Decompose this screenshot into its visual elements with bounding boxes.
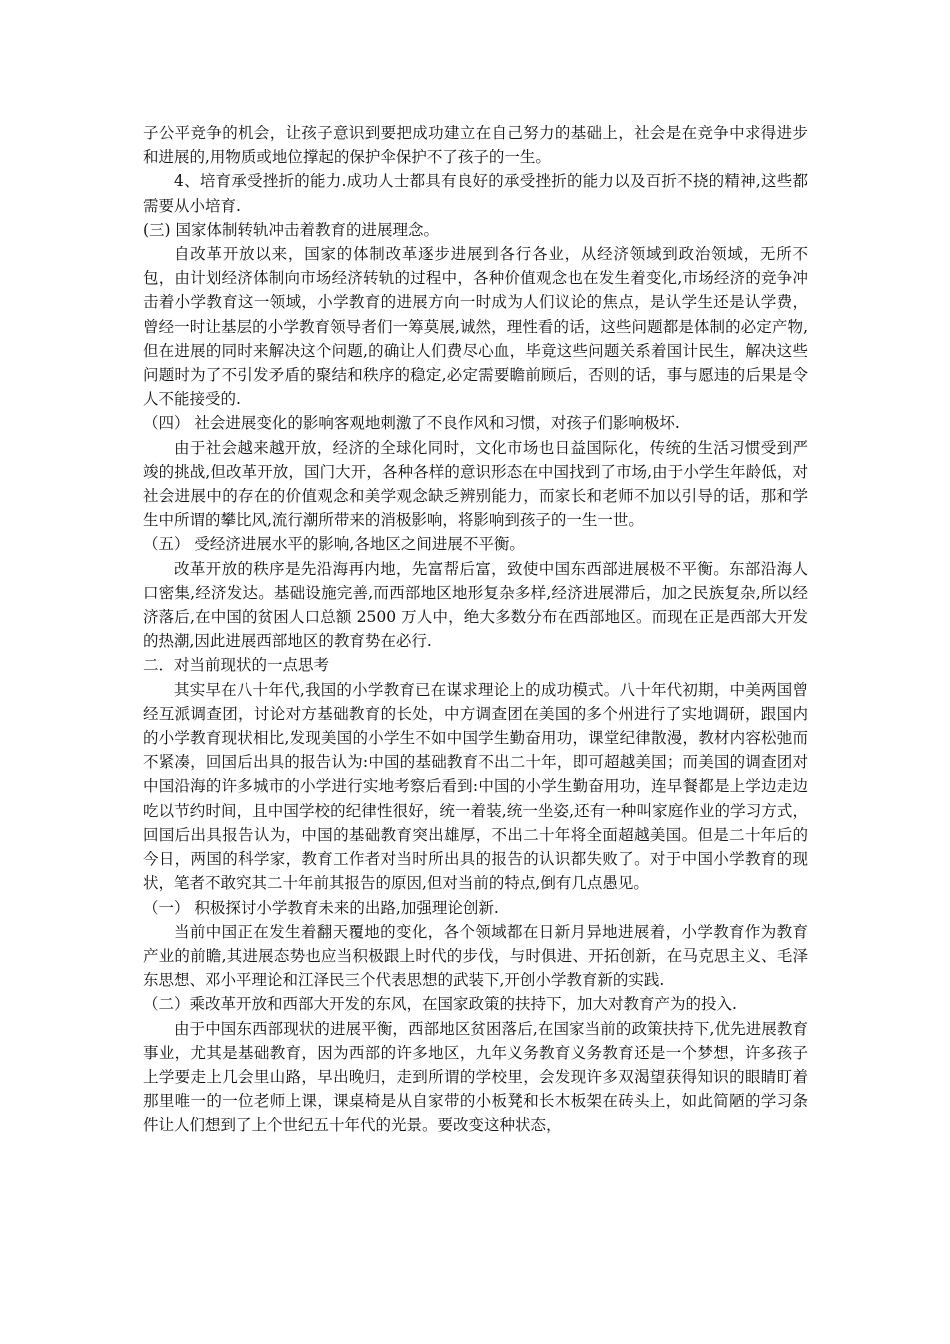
subsection-heading-2: （二）乘改革开放和西部大开发的东风，在国家政策的扶持下，加大对教育产为的投入. <box>143 995 737 1014</box>
paragraph: 其实早在八十年代,我国的小学教育已在谋求理论上的成功模式。八十年代初期，中美两国曾经互派调查团，讨论对方基础教育的长处，中方调查团在美国的多个州进行了实地调研，跟国内的小学教育现状相比,发现美国的小学生不如中国学生勤奋用功，课堂纪律散漫，教材内容松弛而不紧凑，回国后出具的报告认为:中国的基础教育不出二十年，即可超越美国；而美国的调查团对中国沿海的许多城市的小学进行实地考察后看到:中国的小学生勤奋用功，连早餐都是上学边走边吃以节约时间，且中国学校的纪律性很好，统一着装,统一坐姿,还有一种叫家庭作业的学习方式，回国后出具报告认为，中国的基础教育突出雄厚，不出二十年将全面超越美国。但是二十年后的今日，两国的科学家，教育工作者对当时所出具的报告的认识都失败了。对于中国小学教育的现状，笔者不敢究其二十年前其报告的原因,但对当前的特点,倒有几点愚见。 <box>143 680 808 893</box>
chapter-heading-2: 二．对当前现状的一点思考 <box>143 656 330 675</box>
paragraph-point-4: 4、培育承受挫折的能力.成功人士都具有良好的承受挫折的能力以及百折不挠的精神,这些都需要从小培育. <box>143 172 808 215</box>
section-heading-5: （五） 受经济进展水平的影响,各地区之间进展不平衡。 <box>143 535 525 554</box>
paragraph: 当前中国正在发生着翻天覆地的变化，各个领域都在日新月异地进展着，小学教育作为教育产业的前瞻,其进展态势也应当积极跟上时代的步伐，与时俱进、开拓创新，在马克思主义、毛泽东思想、邓小平理论和江泽民三个代表思想的武装下,开创小学教育新的实践. <box>143 922 808 990</box>
section-heading-3: (三) 国家体制转轨冲击着教育的进展理念。 <box>143 220 440 239</box>
document-body <box>143 121 808 1138</box>
paragraph: 由于社会越来越开放，经济的全球化同时，文化市场也日益国际化，传统的生活习惯受到严竣的挑战,但改革开放，国门大开，各种各样的意识形态在中国找到了市场,由于小学生年龄低，对社会进展中的存在的价值观念和美学观念缺乏辨别能力，而家长和老师不加以引导的话，那和学生中所谓的攀比风,流行潮所带来的消极影响，将影响到孩子的一生一世。 <box>143 438 808 530</box>
paragraph-continued: 子公平竞争的机会，让孩子意识到要把成功建立在自己努力的基础上，社会是在竞争中求得进步和进展的,用物质或地位撑起的保护伞保护不了孩子的一生。 <box>143 124 808 167</box>
paragraph: 由于中国东西部现状的进展平衡，西部地区贫困落后,在国家当前的政策扶持下,优先进展教育事业，尤其是基础教育，因为西部的许多地区，九年义务教育义务教育还是一个梦想，许多孩子上学要走上几会里山路，早出晚归，走到所谓的学校里，会发现许多双渴望获得知识的眼睛盯着那里唯一的一位老师上课，课桌椅是从自家带的小板凳和长木板架在砖头上，如此简陋的学习条件让人们想到了上个世纪五十年代的光景。要改变这种状态， <box>143 1019 808 1135</box>
paragraph: 自改革开放以来，国家的体制改革逐步进展到各行各业，从经济领域到政治领域，无所不包，由计划经济体制向市场经济转轨的过程中，各种价值观念也在发生着变化,市场经济的竞争冲击着小学教育这一领域，小学教育的进展方向一时成为人们议论的焦点，是认学生还是认学费，曾经一时让基层的小学教育领导者们一筹莫展,诚然，理性看的话，这些问题都是体制的必定产物,但在进展的同时来解决这个问题,的确让人们费尽心血，毕竟这些问题关系着国计民生，解决这些问题时为了不引发矛盾的聚结和秩序的稳定,必定需要瞻前顾后，否则的话，事与愿违的后果是令人不能接受的. <box>143 245 808 409</box>
section-heading-4: （四） 社会进展变化的影响客观地刺激了不良作风和习惯，对孩子们影响极坏. <box>143 414 680 433</box>
paragraph: 改革开放的秩序是先沿海再内地，先富帮后富，致使中国东西部进展极不平衡。东部沿海人口密集,经济发达。基础设施完善,而西部地区地形复杂多样,经济进展滞后，加之民族复杂,所以经济落后,在中国的贫困人口总额 2500 万人中，绝大多数分布在西部地区。而现在正是西部大开发的热潮,因此进展西部地区的教育势在必行. <box>143 559 808 651</box>
subsection-heading-1: （一） 积极探讨小学教育未来的出路,加强理论创新. <box>143 898 499 917</box>
